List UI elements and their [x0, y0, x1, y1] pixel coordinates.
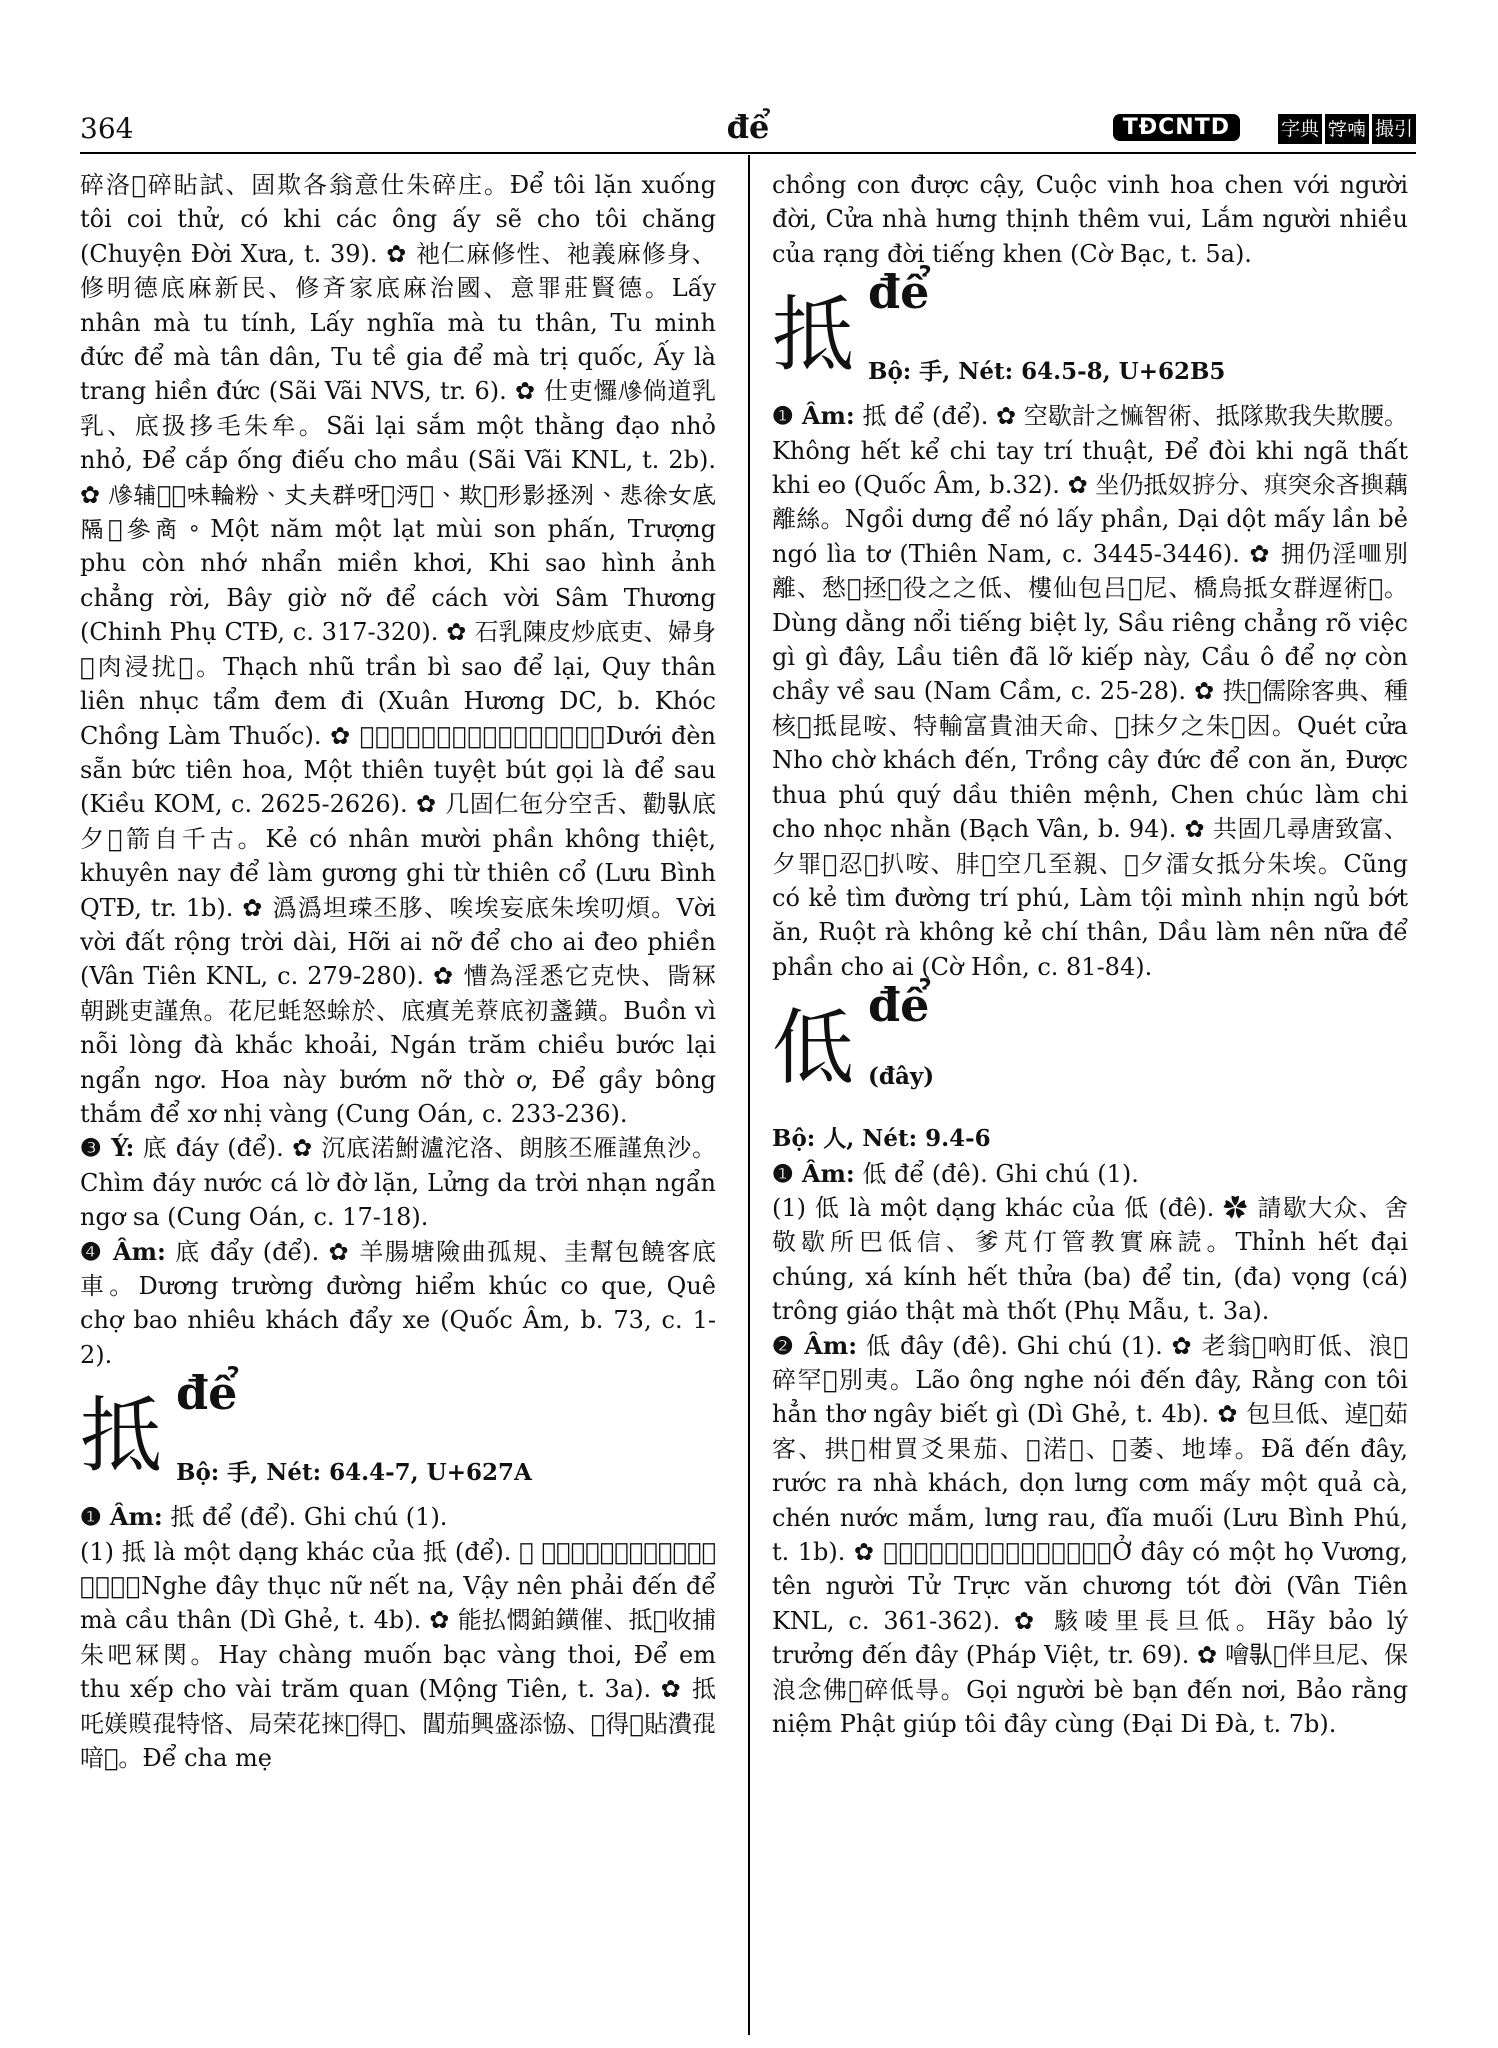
entry-character: 抵	[772, 288, 855, 384]
sense-label: ❸ Ý:	[80, 1133, 135, 1163]
entry-gloss: (đây)	[868, 1063, 935, 1091]
sense-text: 抵 để (để). Ghi chú (1).	[170, 1503, 448, 1532]
sense-4	[80, 1235, 716, 1373]
note: (1) 抵 là một dạng khác của 抵 (để). ✿ 𥋳低淑女湼那、丕𠊝沛盯抵𢪀求親。Nghe đây thục nữ nết na, Vậy nên phải đến để mà cầu thân (Dì Ghẻ, t. 4b). ✿ 能払㦖鉑鐄催、抵𢬭收捕朱吧冧関。Hay chàng muốn bạc vàng thoi, Để em thu xếp cho vài trăm quan (Mộng Tiên, t. 3a). ✿ 抵吒媄𧷸𡥵特悋、局荣花𢯦𡗶得𠃩、閶茄興盛添恊、𠊛得𢪀貼㵒𡥵喑𠳨。Để cha mẹ	[80, 1537, 716, 1773]
right-column	[772, 168, 1408, 1741]
entry-headword: để	[868, 978, 930, 1033]
sense-text: 底 đáy (để). ✿ 沉底渃鮒瀘沱洛、朗胲丕雁謹魚沙。Chìm đáy nước cá lờ đờ lặn, Lửng da trời nhạn ngẩn ngơ sa (Cung Oán, c. 17-18).	[80, 1134, 716, 1232]
sense-1	[772, 1157, 1408, 1191]
sense-text: 抵 để (để). ✿ 空歇計之𢠩智術、抵隊欺我失欺腰。Không hết kể chi tay trí thuật, Để đòi khi ngã thất khi eo (Quốc Âm, b.32). ✿ 坐仍抵奴𢭸分、𤷍突氽吝𢷣藕離絲。Ngồi dưng để nó lấy phần, Dại dột mấy lần bẻ ngó lìa tơ (Thiên Nam, c. 3445-3446). ✿ 拥仍淫𠰘別離、愁𥿗拯𤉕役之之低、樓仙包吕𠛌尼、橋烏抵女群遅術𢀭。Dùng dằng nổi tiếng biệt ly, Sầu riêng chẳng rõ việc gì gì đây, Lầu tiên đã lỡ kiếp này, Cầu ô để nợ còn chầy về sau (Nam Cầm, c. 25-28). ✿ 抶𨷯儒除客典、種核𢀭抵昆咹、特輸富貴油天命、𢭸抹夕之朱𠢟因。Quét cửa Nho chờ khách đến, Trồng cây đức để con ăn, Được thua phú quý dầu thiên mệnh, Chen chúc làm chi cho nhọc nhằn (Bạch Vân, b. 94). ✿ 共固几尋唐致富、夕罪𨉓忍𥄭扒咹、肨𦝄空几至親、𠱋夕㵢女抵分朱埃。Cũng có kẻ tìm đường trí phú, Làm tội mình nhịn ngủ bớt ăn, Ruột rà không kẻ chí thân, Dầu làm nên nữa để phần cho ai (Cờ Hồn, c. 81-84).	[772, 402, 1408, 981]
sense-label: ❶ Âm:	[80, 1502, 163, 1532]
sense-label: ❶ Âm:	[772, 1158, 855, 1188]
sense-label: ❶ Âm:	[772, 401, 855, 431]
entry-heading	[772, 978, 1408, 1122]
radical-info: Bộ: 手, Nét: 64.4-7, U+627A	[176, 1459, 532, 1487]
sense-label: ❷ Âm:	[772, 1330, 858, 1360]
sense-text: 低 để (đê). Ghi chú (1).	[862, 1159, 1139, 1188]
logo-han-part: 𡨸喃	[1325, 114, 1369, 144]
entry-heading	[80, 1366, 716, 1500]
radical-info: Bộ: 手, Nét: 64.5-8, U+62B5	[868, 358, 1226, 386]
sense-label: ❹ Âm:	[80, 1236, 166, 1266]
column-divider	[748, 155, 750, 2035]
publisher-logo: TĐCNTD	[1113, 114, 1240, 141]
logo-han-part: 撮引	[1372, 114, 1416, 144]
sense-1	[80, 1500, 716, 1534]
han-nom-logo	[1278, 114, 1416, 144]
sense-3	[80, 1131, 716, 1234]
entry-text: chồng con được cậy, Cuộc vinh hoa chen với người đời, Cửa nhà hưng thịnh thêm vui, Lắm người nhiều của rạng đời tiếng khen (Cờ Bạc, t. 5a).	[772, 171, 1408, 268]
left-column	[80, 168, 716, 1775]
entry-headword: để	[176, 1366, 238, 1421]
entry-character: 低	[772, 1001, 855, 1097]
sense-2	[772, 1329, 1408, 1742]
sense-text: 底 đẩy (để). ✿ 羊腸塘險曲孤規、圭幫包饒客底車。Dương trường đường hiểm khúc co que, Quê chợ bao nhiêu khách đẩy xe (Quốc Âm, b. 73, c. 1-2).	[80, 1237, 716, 1369]
entry-text: 碎洛𣵲碎䀡試、固欺各翁意仕朱碎庄。Để tôi lặn xuống tôi coi thử, có khi các ông ấy sẽ cho tôi chăng (Chuyện Đời Xưa, t. 39). ✿ 祂仁麻修性、祂義麻修身、修明德底麻新民、修斉家底麻治國、意罪莊賢德。Lấy nhân mà tu tính, Lấy nghĩa mà tu thân, Tu minh đức để mà tân dân, Tu tề gia để mà trị quốc, Ấy là trang hiền đức (Sãi Vãi NVS, tr. 6). ✿ 仕吏㦬𠔭倘道乳乳、底扱拸毛朱牟。Sãi lại sắm một thằng đạo nhỏ nhỏ, Để cắp ống điếu cho mầu (Sãi Vãi KNL, t. 2b). ✿ 𠔭辅𠃣𤃠味輪粉、丈夫群呀𥋳沔㵢、欺𩈘形影拯洌、悲徐女底隔𤅶參商。Một năm một lạt mùi son phấn, Trượng phu còn nhớ nhẩn miền khơi, Khi sao hình ảnh chẳng rời, Bây giờ nỡ để cách vời Sâm Thương (Chinh Phụ CTĐ, c. 317-320). ✿ 石乳陳皮炒底吏、婦身𨕭肉浸扰𢬣。Thạch nhũ trần bì sao để lại, Quy thân liên nhục tẩm đem đi (Xuân Hương DC, b. Khóc Chồng Làm Thuốc). ✿ 𤍶畑產幅箋花、㳥篇絶筆噲畀底𢀭。Dưới đèn sẵn bức tiên hoa, Một thiên tuyệt bút gọi là để sau (Kiều KOM, c. 2625-2626). ✿ 几固仁㐌分空舌、勸𠊛底夕𥎁箭自千古。Kẻ có nhân mười phần không thiệt, khuyên nay để làm gương ghi từ thiên cổ (Lưu Bình QTĐ, tr. 1b). ✿ 潙潙坦𪛞丕䏧、唉埃妄底朱埃叨煩。Vời vời đất rộng trời dài, Hỡi ai nỡ để cho ai đeo phiền (Vân Tiên KNL, c. 279-280). ✿ 慒為淫悉它克快、㖰冧朝跳吏謹魚。花尼蚝怒蜍於、底瘨羌𦼔底初盞鐄。Buồn vì nỗi lòng đà khắc khoải, Ngán trăm chiều bước lại ngẩn ngơ. Hoa này bướm nỡ thờ ơ, Để gầy bông thắm để xơ nhị vàng (Cung Oán, c. 233-236).	[80, 171, 716, 1128]
radical-info: Bộ: 人, Nét: 9.4-6	[772, 1125, 991, 1153]
entry-character: 抵	[80, 1389, 163, 1485]
entry-headword: để	[868, 265, 930, 320]
page-number: 364	[80, 112, 134, 145]
page-header	[80, 108, 1416, 154]
logo-han-part: 字典	[1278, 114, 1322, 144]
entry-heading	[772, 265, 1408, 399]
note: (1) 低 là một dạng khác của 低 (đê). ✿ 請歇大众、舍敬歇所巴低信、爹芃仃管教實麻読。Thỉnh hết đại chúng, xá kính hết thửa (ba) để tin, (đa) vọng (cá) trông giáo thật mà thốt (Phụ Mẫu, t. 3a).	[772, 1193, 1408, 1326]
running-headword: để	[726, 108, 770, 146]
sense-1	[772, 399, 1408, 984]
sense-text: 低 đây (đê). Ghi chú (1). ✿ 老翁𥋳吶盯低、浪𡥵碎罕𥱬別夷。Lão ông nghe nói đến đây, Rằng con tôi hẳn thơ ngây biết gì (Dì Ghẻ, t. 4b). ✿ 包旦低、逴𣘃茹客、拱𥹰柑買爻果茄、𢻣渃𩵜、𦛌萎、地埲。Đã đến đây, rước ra nhà khách, dọn lưng cơm mấy một quả cà, chén nước mắm, lưng rau, đĩa muối (Lưu Bình Phú, t. 1b). ✿ 𡗶低𠊚𠬠王、𥹰㚢子直文章𢮿𢶿。Ở đây có một họ Vương, tên người Tử Trực văn chương tót đời (Vân Tiên KNL, c. 361-362). ✿ 駭㖫里長旦低。Hãy bảo lý trưởng đến đây (Pháp Việt, tr. 69). ✿ 噲𠊛𥐇伴旦尼、保浪念佛𠢞碎低㝵。Gọi người bè bạn đến nơi, Bảo rằng niệm Phật giúp tôi đây cùng (Đại Di Đà, t. 7b).	[772, 1331, 1408, 1739]
